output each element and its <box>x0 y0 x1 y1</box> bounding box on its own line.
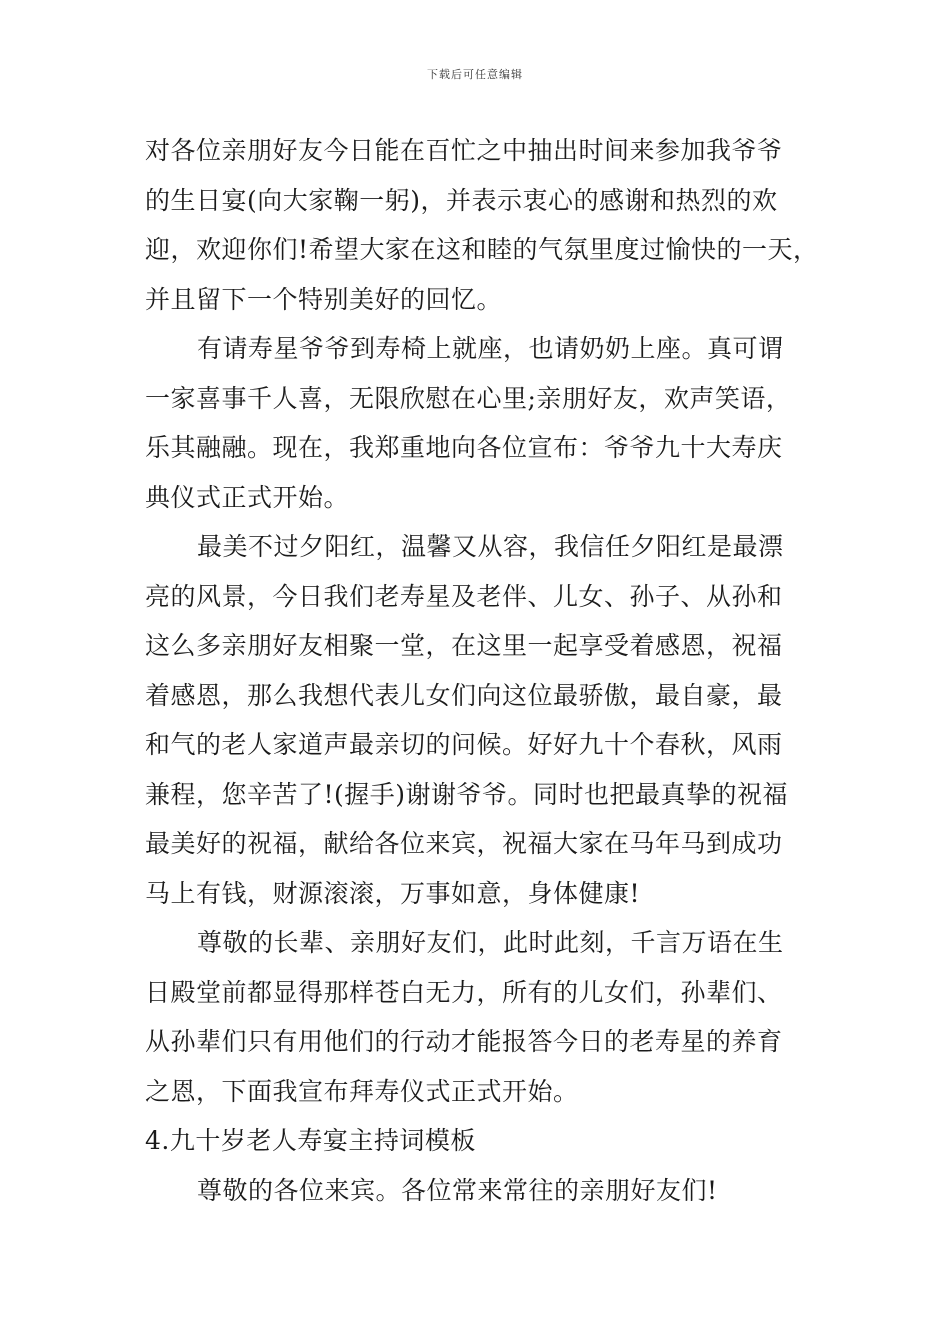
text-line: 和气的老人家道声最亲切的问候。好好九十个春秋，风雨 <box>145 730 783 759</box>
text-line: 马上有钱，财源滚滚，万事如意，身体健康! <box>145 878 641 908</box>
text-line: 乐其融融。现在，我郑重地向各位宣布：爷爷九十大寿庆 <box>145 433 783 462</box>
text-line: 之恩，下面我宣布拜寿仪式正式开始。 <box>145 1076 579 1106</box>
text-line: 并且留下一个特别美好的回忆。 <box>145 284 503 314</box>
text-line: 亮的风景，今日我们老寿星及老伴、儿女、孙子、从孙和 <box>145 581 783 611</box>
page-header-note: 下载后可任意编辑 <box>427 68 523 81</box>
text-line: 日殿堂前都显得那样苍白无力，所有的儿女们，孙辈们、 <box>145 977 783 1007</box>
text-line: 典仪式正式开始。 <box>145 482 350 512</box>
document-body <box>145 126 817 1215</box>
text-line: 从孙辈们只有用他们的行动才能报答今日的老寿星的养育 <box>145 1027 783 1056</box>
text-line: 对各位亲朋好友今日能在百忙之中抽出时间来参加我爷爷 <box>145 136 783 165</box>
text-line: 最美好的祝福，献给各位来宾，祝福大家在马年马到成功 <box>145 829 783 858</box>
text-line: 着感恩，那么我想代表儿女们向这位最骄傲，最自豪，最 <box>145 680 783 710</box>
text-line: 迎，欢迎你们!希望大家在这和睦的气氛里度过愉快的一天， <box>145 235 819 264</box>
paragraph-start-line: 尊敬的各位来宾。各位常来常往的亲朋好友们! <box>197 1175 718 1205</box>
paragraph-start-line: 尊敬的长辈、亲朋好友们，此时此刻，千言万语在生 <box>197 928 784 957</box>
text-line: 这么多亲朋好友相聚一堂，在这里一起享受着感恩，祝福 <box>145 631 783 660</box>
paragraph-start-line: 有请寿星爷爷到寿椅上就座，也请奶奶上座。真可谓 <box>197 334 784 363</box>
text-line: 的生日宴(向大家鞠一躬)，并表示衷心的感谢和热烈的欢 <box>145 185 778 215</box>
text-line: 兼程，您辛苦了!(握手)谢谢爷爷。同时也把最真挚的祝福 <box>145 779 789 809</box>
text-line: 一家喜事千人喜，无限欣慰在心里;亲朋好友，欢声笑语， <box>145 383 792 413</box>
section-heading: 4.九十岁老人寿宴主持词模板 <box>145 1126 476 1155</box>
paragraph-start-line: 最美不过夕阳红，温馨又从容，我信任夕阳红是最漂 <box>197 532 784 561</box>
